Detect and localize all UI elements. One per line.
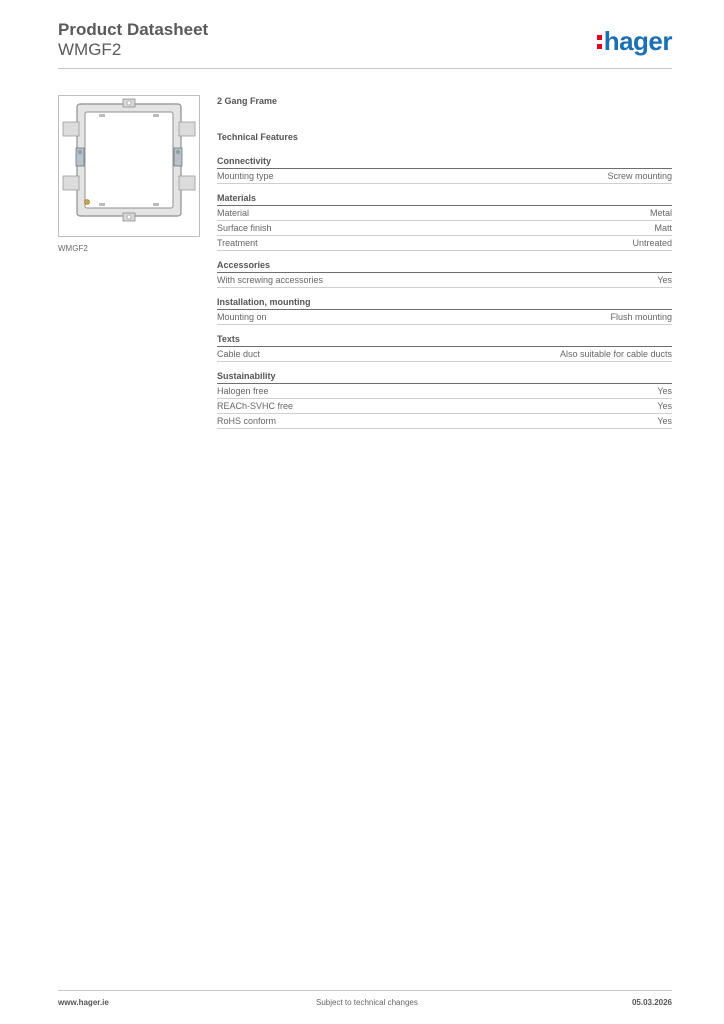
group-title: Accessories [217, 260, 672, 273]
specifications [217, 96, 672, 438]
logo-text: hager [603, 26, 672, 56]
spec-row [217, 384, 672, 399]
document-title: Product Datasheet [58, 20, 209, 39]
spec-value: Yes [657, 275, 672, 285]
spec-label: Cable duct [217, 349, 261, 359]
group-installation [217, 297, 672, 325]
spec-value: Screw mounting [607, 171, 672, 181]
spec-label: Halogen free [217, 386, 269, 396]
website-link[interactable]: www.hager.ie [58, 998, 109, 1007]
spec-label: Mounting on [217, 312, 267, 322]
group-connectivity [217, 156, 672, 184]
spec-label: RoHS conform [217, 416, 277, 426]
product-image [58, 95, 200, 237]
spec-value: Flush mounting [610, 312, 672, 322]
spec-label: Material [217, 208, 250, 218]
spec-row [217, 236, 672, 251]
spec-label: Surface finish [217, 223, 272, 233]
spec-value: Yes [657, 401, 672, 411]
group-title: Connectivity [217, 156, 672, 169]
spec-row [217, 399, 672, 414]
spec-label: Mounting type [217, 171, 274, 181]
spec-value: Metal [649, 208, 672, 218]
footer-date: 05.03.2026 [631, 998, 672, 1007]
spec-value: Matt [654, 223, 672, 233]
technical-features-heading: Technical Features [217, 132, 298, 142]
footer-divider [58, 990, 672, 991]
product-name: 2 Gang Frame [217, 96, 278, 106]
spec-label: With screwing accessories [217, 275, 324, 285]
spec-row [217, 310, 672, 325]
group-sustainability [217, 371, 672, 429]
group-materials [217, 193, 672, 251]
group-title: Materials [217, 193, 672, 206]
document-header [58, 20, 208, 60]
spec-value: Untreated [632, 238, 672, 248]
spec-row [217, 206, 672, 221]
spec-value: Also suitable for cable ducts [559, 349, 672, 359]
document-subtitle: WMGF2 [58, 40, 122, 59]
group-title: Installation, mounting [217, 297, 672, 310]
logo-dots-icon [597, 33, 602, 51]
group-title: Texts [217, 334, 672, 347]
spec-row [217, 273, 672, 288]
spec-label: REACh-SVHC free [217, 401, 294, 411]
spec-row [217, 414, 672, 429]
footer-notice: Subject to technical changes [316, 998, 418, 1007]
hager-logo [597, 26, 672, 57]
frame-illustration [59, 96, 199, 236]
spec-value: Yes [657, 386, 672, 396]
group-accessories [217, 260, 672, 288]
group-title: Sustainability [217, 371, 672, 384]
image-caption: WMGF2 [58, 244, 88, 253]
group-texts [217, 334, 672, 362]
spec-label: Treatment [217, 238, 258, 248]
spec-value: Yes [657, 416, 672, 426]
spec-row [217, 347, 672, 362]
header-divider [58, 68, 672, 69]
spec-row [217, 221, 672, 236]
spec-row [217, 169, 672, 184]
